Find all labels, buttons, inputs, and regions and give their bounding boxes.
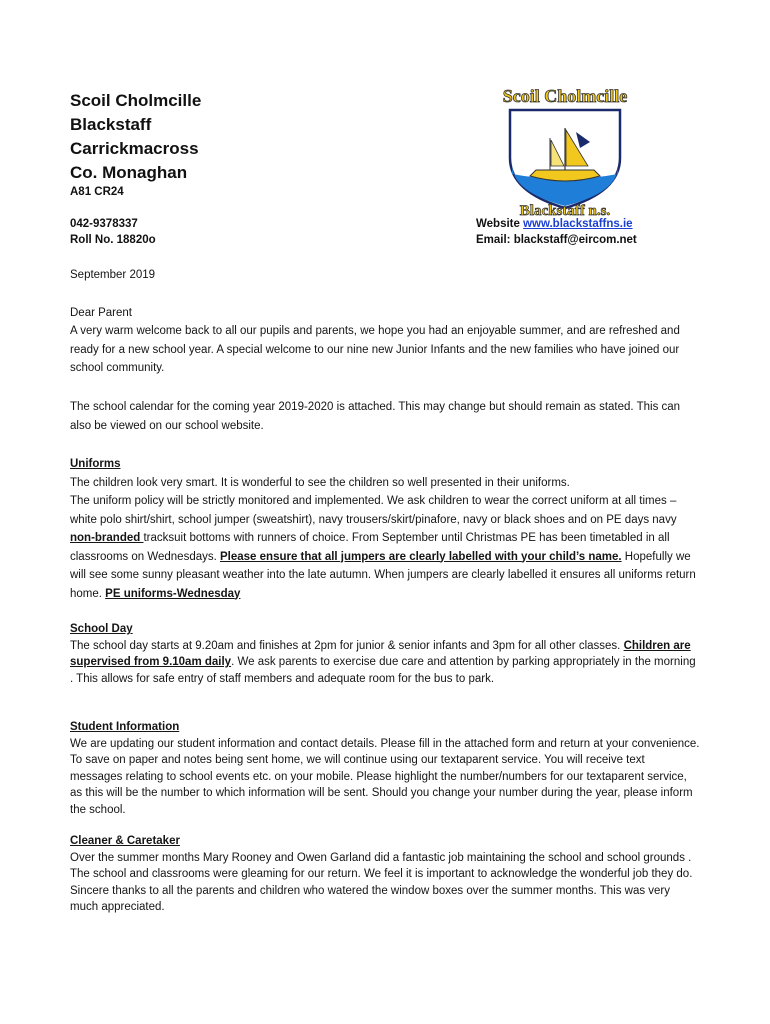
pe-uniform-day: PE uniforms-Wednesday	[105, 587, 241, 600]
cleaner-heading: Cleaner & Caretaker	[70, 835, 180, 847]
cleaner-section	[70, 833, 700, 916]
calendar-paragraph: The school calendar for the coming year 2019-2020 is attached. This may change but should remain as stated. This can also be viewed on our school website.	[70, 401, 681, 432]
phone-number: 042-9378337	[70, 218, 138, 230]
address-line-1: Blackstaff	[70, 115, 152, 134]
school-day-text-1: The school day starts at 9.20am and finishes at 2pm for junior & senior infants and 3pm for all other classes.	[70, 639, 624, 652]
non-branded-emphasis: non-branded	[70, 532, 144, 544]
uniforms-text-3: Hopefully we will see some sunny pleasant weather into the late autumn. When jumpers are clearly labelled it ensures all uniforms return home.	[70, 550, 696, 600]
website-line	[476, 216, 633, 232]
supervision-emphasis: Children are supervised from 9.10am daily	[70, 639, 691, 668]
cleaner-paragraph: Over the summer months Mary Rooney and Owen Garland did a fantastic job maintaining the school and school grounds . The school and classrooms were gleaming for our return. We feel it is important to acknowledge the wonderful job they do. Sincere thanks to all the parents and children who watered the window boxes over the summer months. This was very much appreciated.	[70, 851, 693, 913]
uniforms-heading: Uniforms	[70, 458, 121, 470]
roll-number: Roll No. 18820o	[70, 234, 156, 246]
letter-date: September 2019	[70, 269, 156, 281]
uniforms-text-2: tracksuit bottoms with runners of choice. From September until Christmas PE has been timetabled in all classrooms on Wednesdays.	[70, 532, 670, 563]
letter-greeting: Dear Parent	[70, 307, 133, 319]
email-line: Email: blackstaff@eircom.net	[476, 234, 637, 246]
school-crest-logo	[472, 84, 658, 218]
label-jumpers-emphasis: Please ensure that all jumpers are clearly labelled with your child’s name.	[220, 550, 622, 563]
school-day-paragraph	[70, 638, 700, 688]
website-label: Website	[476, 218, 524, 230]
logo-bottom-text: Blackstaff n.s.	[519, 203, 611, 218]
uniforms-line-1: The children look very smart. It is wonderful to see the children so well presented in their uniforms.	[70, 476, 570, 489]
address-line-3: Co. Monaghan	[70, 163, 188, 182]
logo-top-text: Scoil Cholmcille	[502, 86, 628, 106]
student-info-heading: Student Information	[70, 721, 180, 733]
uniforms-text-1: The uniform policy will be strictly monitored and implemented. We ask children to wear the correct uniform at all times –white polo shirt/shirt, school jumper (sweatshirt), navy trousers/skirt/pinafore, navy or black shoes and on PE days navy	[70, 495, 677, 526]
eircode: A81 CR24	[70, 186, 124, 198]
school-day-text-2: . We ask parents to exercise due care and attention by parking appropriately in the morning . This allows for safe entry of staff members and adequate room for the bus to park.	[70, 656, 696, 685]
student-info-paragraph: We are updating our student information and contact details. Please fill in the attached form and return at your convenience. To save on paper and notes being sent home, we will continue using our textaparent service. You will receive text messages relating to school events etc. on your mobile. Please highlight the number/numbers for our textaparent service, as this will be the number to which information will be sent. Should you change your number during the year, please inform the school.	[70, 737, 700, 816]
address-line-2: Carrickmacross	[70, 139, 199, 158]
school-name: Scoil Cholmcille	[70, 91, 202, 110]
student-info-section	[70, 719, 700, 818]
intro-paragraph: A very warm welcome back to all our pupils and parents, we hope you had an enjoyable summer, and are refreshed and ready for a new school year. A special welcome to our nine new Junior Infants and the new families who have joined our school community.	[70, 325, 680, 374]
school-day-heading: School Day	[70, 623, 133, 635]
school-day-section	[70, 621, 700, 687]
uniforms-paragraph	[70, 492, 700, 603]
uniforms-section	[70, 455, 700, 603]
website-link[interactable]: www.blackstaffns.ie	[523, 218, 633, 230]
